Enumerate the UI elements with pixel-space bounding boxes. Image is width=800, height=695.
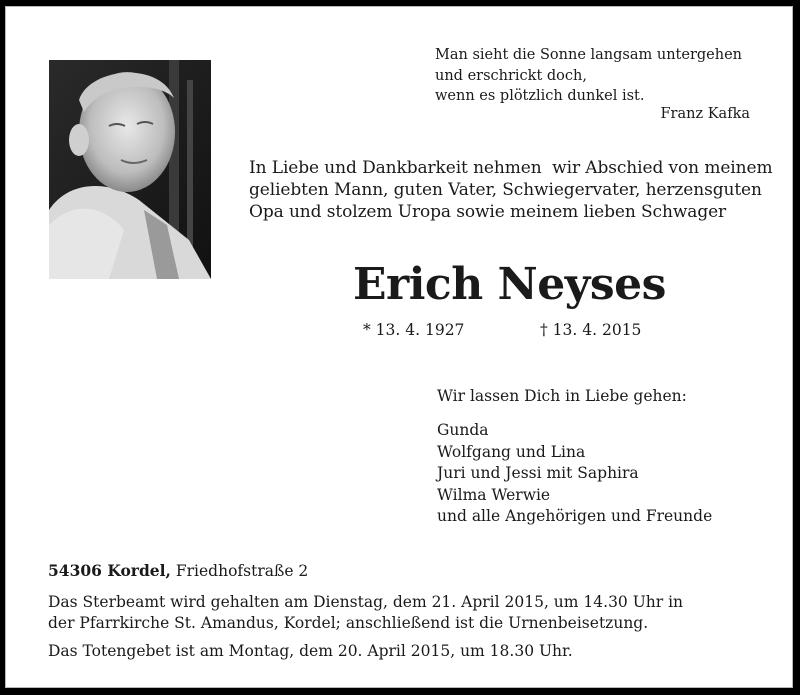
quote-line: Man sieht die Sonne langsam untergehen — [435, 47, 742, 63]
service-line: Das Sterbeamt wird gehalten am Dienstag, dem 21. April 2015, um 14.30 Uhr in — [48, 593, 684, 611]
mourner-item: Juri und Jessi mit Saphira — [437, 464, 639, 482]
mourner-item: und alle Angehörigen und Freunde — [437, 507, 713, 525]
address-city: 54306 Kordel, — [48, 561, 171, 580]
intro-text — [249, 157, 772, 223]
birth-date: * 13. 4. 1927 — [363, 321, 465, 339]
address — [48, 561, 308, 580]
portrait-photo — [49, 60, 211, 279]
quote-line: und erschrickt doch, — [435, 67, 587, 84]
mourner-item: Gunda — [437, 421, 489, 439]
address-street: Friedhofstraße 2 — [170, 562, 309, 580]
epigraph-quote — [435, 45, 742, 107]
quote-line: wenn es plötzlich dunkel ist. — [435, 88, 645, 104]
mourner-item: Wilma Werwie — [437, 485, 551, 504]
obituary-notice — [5, 6, 793, 688]
mourners-list — [437, 420, 712, 528]
death-date: † 13. 4. 2015 — [540, 321, 642, 339]
intro-line: Opa und stolzem Uropa sowie meinem lieben Schwager — [249, 202, 727, 222]
funeral-service-info — [48, 592, 683, 634]
service-line: der Pfarrkirche St. Amandus, Kordel; anschließend ist die Urnenbeisetzung. — [48, 614, 649, 632]
portrait-image — [49, 60, 211, 279]
mourner-item: Wolfgang und Lina — [437, 442, 586, 461]
deceased-name: Erich Neyses — [353, 259, 666, 310]
farewell-line: Wir lassen Dich in Liebe gehen: — [437, 387, 687, 405]
quote-author: Franz Kafka — [660, 106, 750, 122]
intro-line: In Liebe und Dankbarkeit nehmen wir Abschied von meinem — [249, 158, 773, 178]
prayer-info: Das Totengebet ist am Montag, dem 20. April 2015, um 18.30 Uhr. — [48, 642, 573, 660]
intro-line: geliebten Mann, guten Vater, Schwiegervater, herzensguten — [249, 180, 762, 200]
